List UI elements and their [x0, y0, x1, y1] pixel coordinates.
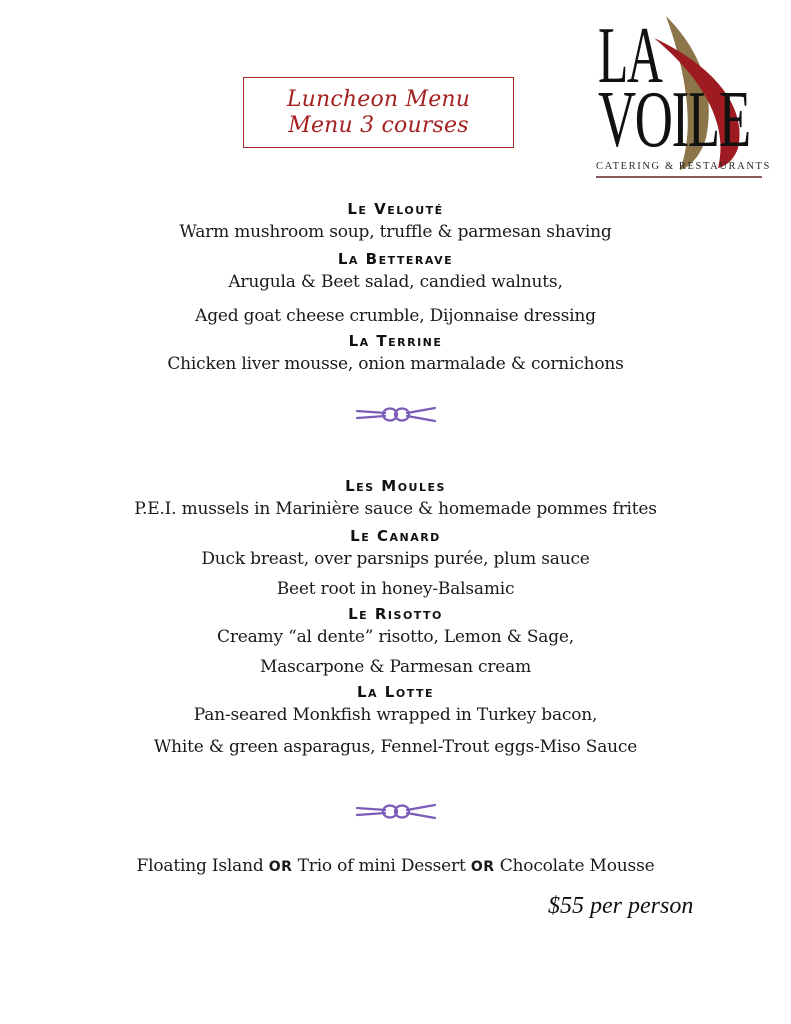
dessert-options	[0, 856, 791, 876]
menu-subtitle: Menu 3 courses	[288, 112, 469, 138]
course-description: Creamy “al dente” risotto, Lemon & Sage,	[217, 627, 574, 647]
course-name: La Betterave	[337, 250, 454, 268]
course-description: White & green asparagus, Fennel-Trout eggs-Miso Sauce	[153, 737, 638, 757]
course-name: Le Risotto	[348, 605, 443, 623]
logo-text-la: LA	[598, 12, 662, 100]
la-voile-logo	[588, 8, 771, 178]
dessert-option: Trio of mini Dessert	[297, 856, 466, 876]
course-name: Le Canard	[350, 527, 441, 545]
first-course-section	[0, 200, 791, 378]
dessert-option: Chocolate Mousse	[499, 856, 655, 876]
or-separator: OR	[470, 859, 495, 875]
course-description: Mascarpone & Parmesan cream	[259, 657, 531, 677]
logo-tagline: CATERING & RESTAURANTS	[596, 161, 771, 172]
course-name: La Terrine	[348, 332, 443, 350]
or-separator: OR	[268, 859, 293, 875]
course-name: La Lotte	[357, 683, 434, 701]
course-description: P.E.I. mussels in Marinière sauce & homemade pommes frites	[134, 499, 657, 519]
course-description: Aged goat cheese crumble, Dijonnaise dressing	[195, 306, 596, 326]
menu-title-box	[243, 77, 514, 148]
dessert-option: Floating Island	[136, 856, 264, 876]
course-description: Chicken liver mousse, onion marmalade & cornichons	[167, 354, 624, 374]
course-description: Pan-seared Monkfish wrapped in Turkey bacon,	[193, 705, 598, 725]
price-per-person: $55 per person	[548, 893, 694, 919]
course-description: Beet root in honey-Balsamic	[276, 579, 515, 599]
course-description: Arugula & Beet salad, candied walnuts,	[228, 272, 563, 292]
knot-icon	[355, 402, 437, 426]
knot-icon	[355, 799, 437, 823]
main-course-section	[0, 477, 791, 761]
logo-underline	[596, 176, 762, 178]
course-name: Les Moules	[345, 477, 446, 495]
course-name: Le Velouté	[347, 200, 444, 218]
menu-title: Luncheon Menu	[286, 86, 471, 112]
course-description: Warm mushroom soup, truffle & parmesan shaving	[179, 222, 612, 242]
logo-text-voile: VOILE	[598, 76, 750, 164]
course-description: Duck breast, over parsnips purée, plum sauce	[201, 549, 590, 569]
